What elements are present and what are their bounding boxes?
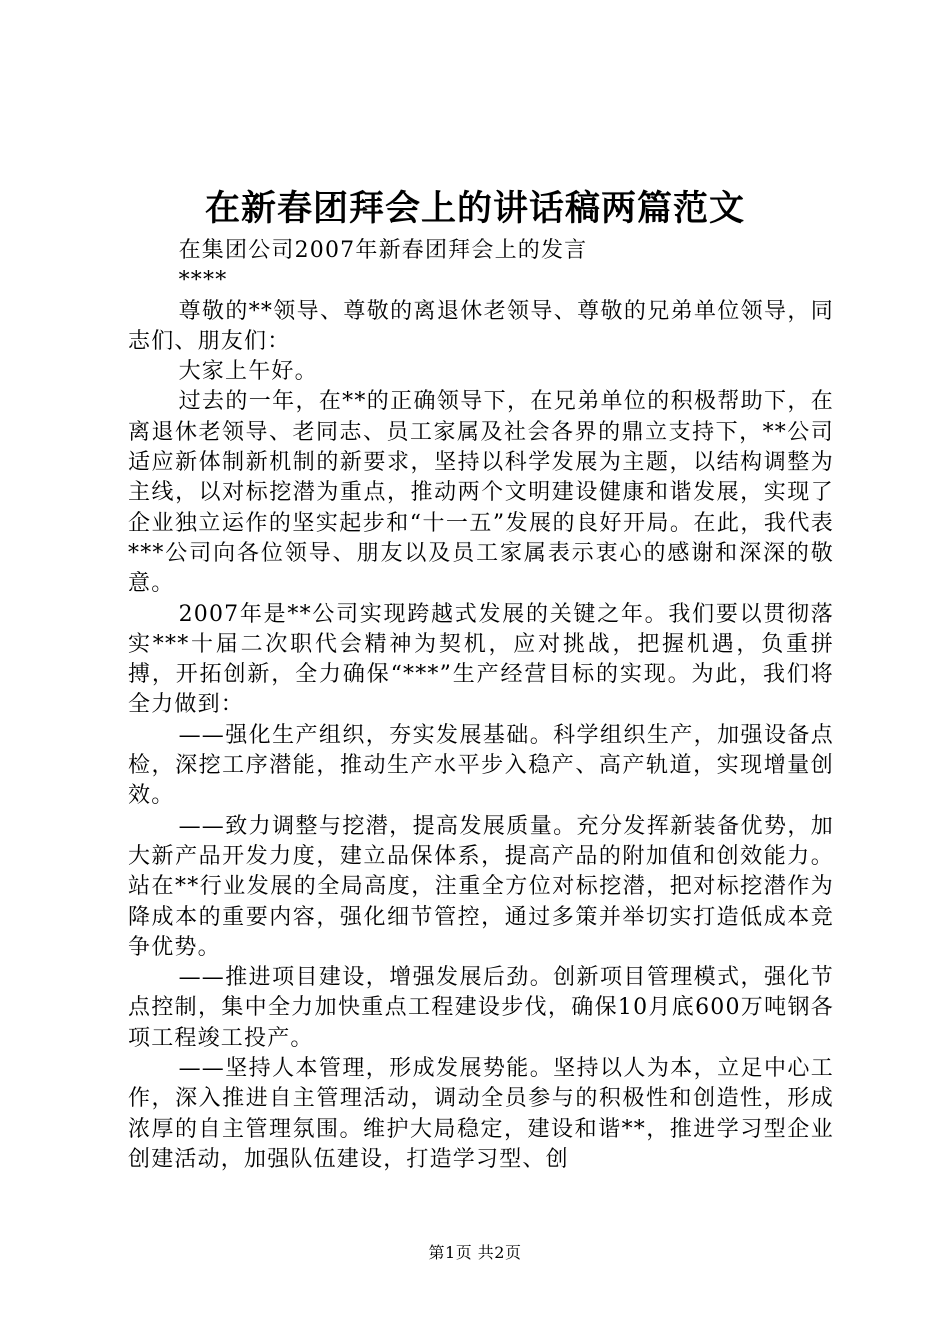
speech-subtitle: 在集团公司2007年新春团拜会上的发言: [178, 238, 588, 263]
body-paragraph: ——强化生产组织，夯实发展基础。科学组织生产，加强设备点检，深挖工序潜能，推动生产水平步入稳产、高产轨道，实现增量创效。: [128, 722, 834, 809]
body-paragraph: ——致力调整与挖潜，提高发展质量。充分发挥新装备优势，加大新产品开发力度，建立品保体系，提高产品的附加值和创效能力。站在**行业发展的全局高度，注重全方位对标挖潜，把对标挖潜作为降成本的重要内容，强化细节管控，通过多策并举切实打造低成本竞争优势。: [128, 813, 834, 960]
page-footer: [0, 1243, 950, 1263]
page-title: 在新春团拜会上的讲话稿两篇范文: [204, 188, 745, 229]
document-body: [128, 236, 834, 1175]
body-paragraph: ——推进项目建设，增强发展后劲。创新项目管理模式，强化节点控制，集中全力加快重点工程建设步伐，确保10月底600万吨钢各项工程竣工投产。: [128, 965, 834, 1051]
greeting: 大家上午好。: [178, 359, 318, 385]
speaker-name: ****: [178, 268, 228, 294]
page-indicator: 第1页 共2页: [428, 1243, 522, 1262]
body-paragraph: 过去的一年，在**的正确领导下，在兄弟单位的积极帮助下，在离退休老领导、老同志、员工家属及社会各界的鼎立支持下，**公司适应新体制新机制的新要求，坚持以科学发展为主题，以结构调整为主线，以对标挖潜为重点，推动两个文明建设健康和谐发展，实现了企业独立运作的坚实起步和“十一五”发展的良好开局。在此，我代表***公司向各位领导、朋友以及员工家属表示衷心的感谢和深深的敬意。: [128, 389, 834, 597]
body-paragraph: ——坚持人本管理，形成发展势能。坚持以人为本，立足中心工作，深入推进自主管理活动，调动全员参与的积极性和创造性，形成浓厚的自主管理氛围。维护大局稳定，建设和谐**，推进学习型企业创建活动，加强队伍建设，打造学习型、创: [128, 1056, 834, 1172]
salutation: 尊敬的**领导、尊敬的离退休老领导、尊敬的兄弟单位领导，同志们、朋友们：: [128, 298, 834, 354]
body-paragraph: 2007年是**公司实现跨越式发展的关键之年。我们要以贯彻落实***十届二次职代会精神为契机，应对挑战，把握机遇，负重拼搏，开拓创新，全力确保“***”生产经营目标的实现。为此，我们将全力做到：: [128, 601, 834, 718]
